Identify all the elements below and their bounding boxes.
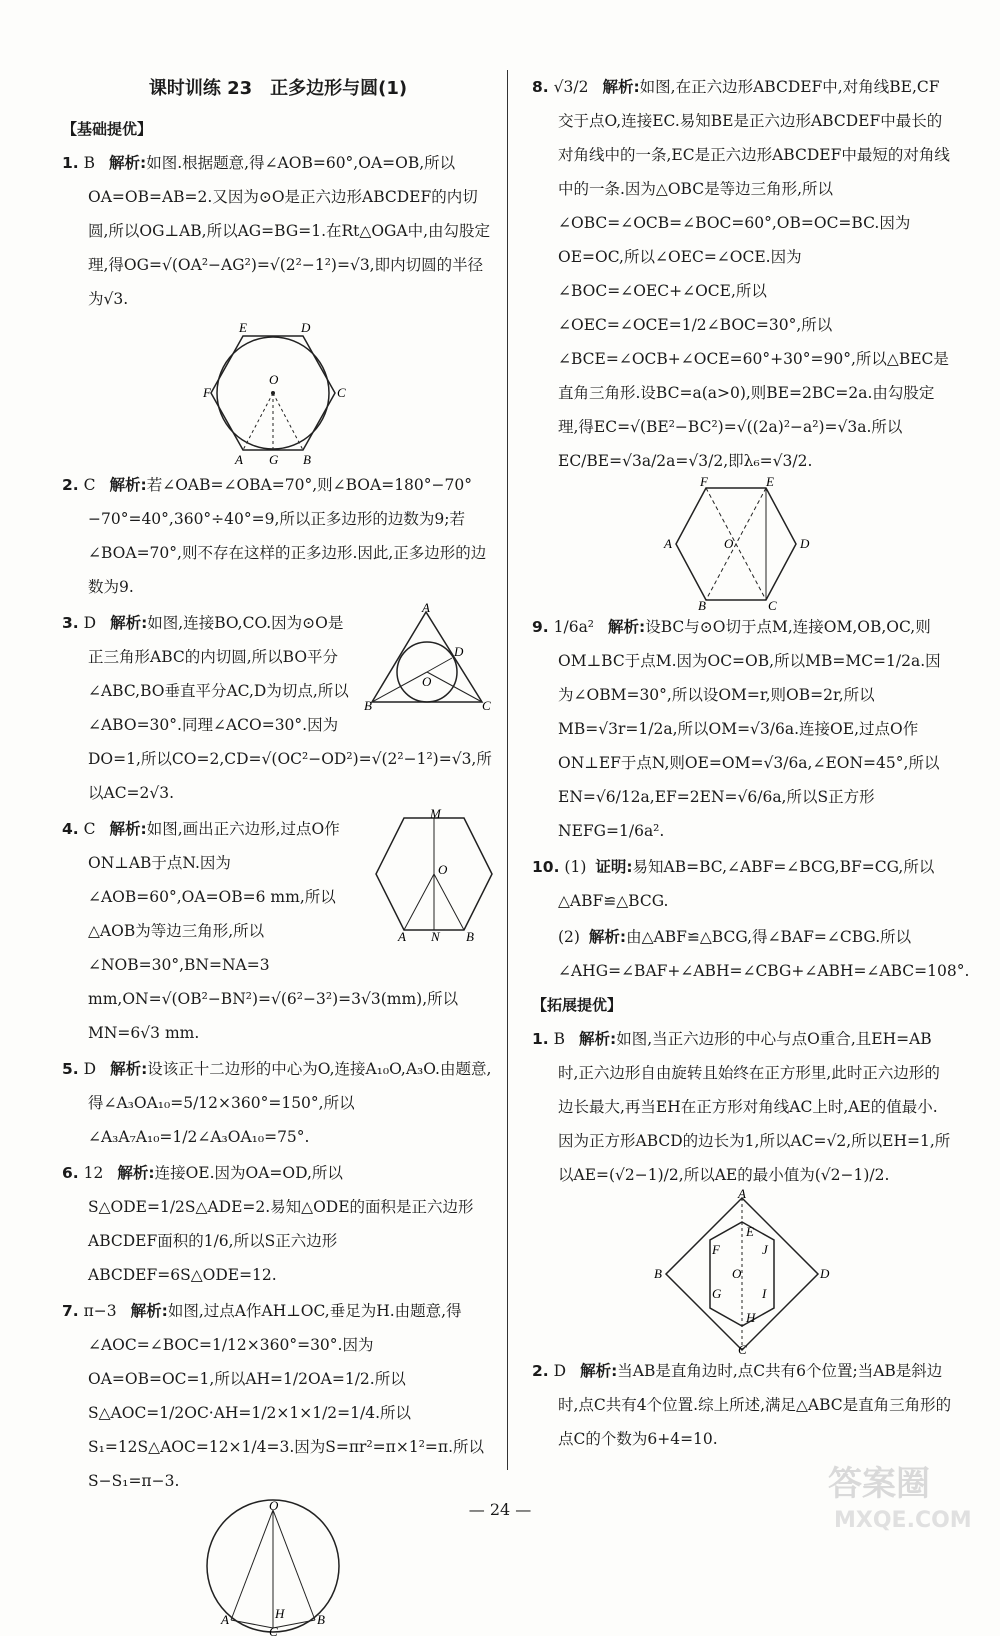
ext-item-1: 1. B 解析:如图,当正六边形的中心与点O重合,且EH=AB时,正六边形自由旋转且始终在正方形里,此时正六边形的边长最大,再当EH在正方形对角线AC上时,AE的值最小.因为正方形ABCD的边长为1,所以AC=√2,所以EH=1,所以AE=(√2−1)/2,所以AE的最小值为(√2−1)/2. [532, 1030, 951, 1184]
svg-text:H: H [746, 1310, 756, 1325]
item-5: 5. D 解析:设该正十二边形的中心为O,连接A₁₀O,A₃O.由题意,得∠A₃OA₁₀=5/12×360°=150°,所以∠A₃A₇A₁₀=1/2∠A₃OA₁₀=75°. [62, 1060, 492, 1146]
svg-text:C: C [768, 598, 777, 613]
item-1: 1. B 解析:如图.根据题意,得∠AOB=60°,OA=OB,所以OA=OB=AB=2.又因为⊙O是正六边形ABCDEF的内切圆,所以OG⊥AB,所以AG=BG=1.在Rt△OGA中,由勾股定理,得OG=√(OA²−AG²)=√(2²−1²)=√3,即内切圆的半径为√3. [62, 154, 491, 308]
item-1-text: 如图.根据题意,得∠AOB=60°,OA=OB,所以OA=OB=AB=2.又因为⊙O是正六边形ABCDEF的内切圆,所以OG⊥AB,所以AG=BG=1.在Rt△OGA中,由勾股定理,得OG=√(OA²−AG²)=√(2²−1²)=√3,即内切圆的半径为√3. [88, 154, 491, 308]
svg-text:B: B [466, 929, 474, 944]
item-9: 9. 1/6a² 解析:设BC与⊙O切于点M,连接OM,OB,OC,则OM⊥BC于点M.因为OC=OB,所以MB=MC=1/2a.因为∠OBM=30°,所以设OM=r,则OB=2r,所以MB=√3r=1/2a,所以OM=√3/6a.连接OE,过点O作ON⊥EF于点N,则OE=OM=√3/6a,∠EON=45°,所以EN=√6/12a,EF=2EN=√6/6a,所以S正方形NEFG=1/6a². [532, 618, 941, 840]
svg-text:D: D [820, 1266, 830, 1281]
svg-text:A: A [398, 929, 406, 944]
svg-text:H: H [275, 1606, 285, 1621]
svg-text:O: O [422, 674, 432, 689]
svg-text:D: D [454, 644, 464, 659]
svg-text:答案圈: 答案圈 [828, 1464, 930, 1504]
svg-text:G: G [269, 452, 279, 467]
svg-text:M: M [430, 806, 441, 821]
figure-square-hexagon [532, 1186, 952, 1357]
svg-text:E: E [766, 474, 774, 489]
svg-text:D: D [800, 536, 810, 551]
svg-text:J: J [762, 1242, 768, 1257]
item-4: 4. C 解析:如图,画出正六边形,过点O作ON⊥AB于点N.因为∠AOB=60°,OA=OB=6 mm,所以△AOB为等边三角形,所以∠NOB=30°,BN=NA=3 mm,ON=√(OB²−BN²)=√(6²−3²)=3√3(mm),所以MN=6√3 mm. [62, 820, 459, 1042]
svg-text:A: A [664, 536, 672, 551]
svg-text:A: A [221, 1612, 229, 1627]
item-2: 2. C 解析:若∠OAB=∠OBA=70°,则∠BOA=180°−70°−70°=40°,360°÷40°=9,所以正多边形的边数为9;若∠BOA=70°,则不存在这样的正多边形.因此,正多边形的边数为9. [62, 476, 487, 596]
svg-text:B: B [654, 1266, 662, 1281]
item-7: 7. π−3 解析:如图,过点A作AH⊥OC,垂足为H.由题意,得∠AOC=∠BOC=1/12×360°=30°.因为OA=OB=OC=1,所以AH=1/2OA=1/2.所以S△AOC=1/2OC·AH=1/2×1×1/2=1/4.所以S₁=12S△AOC=12×1/4=3.因为S=πr²=π×1²=π.所以S−S₁=π−3. [62, 1302, 485, 1490]
page-title: 课时训练 23 正多边形与圆(1) [148, 78, 408, 99]
svg-text:I: I [762, 1286, 767, 1301]
column-divider [507, 70, 508, 1470]
left-column [62, 112, 494, 1636]
svg-text:C: C [269, 1624, 278, 1636]
item-10-part1: 10. (1) 证明:易知AB=BC,∠ABF=∠BCG,BF=CG,所以△ABF≌△BCG. [532, 858, 935, 910]
svg-text:B: B [364, 698, 372, 713]
figure-triangle-incircle [364, 600, 494, 716]
svg-text:MXQE.COM: MXQE.COM [834, 1508, 972, 1533]
item-10-part2: (2) 解析:由△ABF≌△BCG,得∠BAF=∠CBG.所以∠AHG=∠BAF+∠ABH=∠CBG+∠ABH=∠ABC=108°. [558, 928, 970, 980]
page-number: — 24 — [468, 1500, 532, 1519]
svg-text:C: C [482, 698, 491, 713]
svg-text:C: C [337, 385, 346, 400]
svg-text:G: G [712, 1286, 722, 1301]
item-6: 6. 12 解析:连接OE.因为OA=OD,所以S△ODE=1/2S△ADE=2.易知△ODE的面积是正六边形ABCDEF面积的1/6,所以S正六边形ABCDEF=6S△ODE=12. [62, 1164, 474, 1284]
figure-hexagon-incircle [62, 318, 494, 468]
svg-text:O: O [724, 536, 734, 551]
svg-text:A: A [738, 1186, 746, 1201]
item-3: 3. D 解析:如图,连接BO,CO.因为⊙O是正三角形ABC的内切圆,所以BO平分∠ABC,BO垂直平分AC,D为切点,所以∠ABO=30°.同理∠ACO=30°.因为DO=1,所以CO=2,CD=√(OC²−OD²)=√(2²−1²)=√3,所以AC=2√3. [62, 614, 492, 802]
svg-text:O: O [269, 1498, 279, 1513]
svg-text:F: F [203, 385, 211, 400]
svg-text:E: E [746, 1224, 754, 1239]
svg-text:N: N [431, 929, 440, 944]
svg-text:A: A [235, 452, 243, 467]
figure-circle-sector [62, 1500, 494, 1636]
svg-text:O: O [269, 372, 279, 387]
item-8: 8. √3/2 解析:如图,在正六边形ABCDEF中,对角线BE,CF交于点O,连接EC.易知BE是正六边形ABCDEF中最长的对角线中的一条,EC是正六边形ABCDEF中最短的对角线中的一条.因为△OBC是等边三角形,所以∠OBC=∠OCB=∠BOC=60°,OB=OC=BC.因为OE=OC,所以∠OEC=∠OCE.因为∠BOC=∠OEC+∠OCE,所以∠OEC=∠OCE=1/2∠BOC=30°,所以∠BCE=∠OCB+∠OCE=60°+30°=90°,所以△BEC是直角三角形.设BC=a(a>0),则BE=2BC=2a.由勾股定理,得EC=√(BE²−BC²)=√((2a)²−a²)=√3a.所以EC/BE=√3a/2a=√3/2,即λ₆=√3/2. [532, 78, 950, 470]
svg-text:B: B [317, 1612, 325, 1627]
watermark-logo [820, 1455, 990, 1535]
section-extension: 【拓展提优】 [532, 996, 623, 1014]
svg-text:D: D [301, 320, 311, 335]
svg-text:O: O [438, 862, 448, 877]
figure-hexagon-diagonals [532, 474, 952, 613]
right-column [532, 70, 970, 1458]
svg-text:C: C [738, 1342, 747, 1357]
svg-text:B: B [698, 598, 706, 613]
svg-text:E: E [239, 320, 247, 335]
svg-text:O: O [732, 1266, 742, 1281]
svg-text:F: F [712, 1242, 720, 1257]
section-basic: 【基础提优】 [62, 120, 153, 138]
ext-item-2: 2. D 解析:当AB是直角边时,点C共有6个位置;当AB是斜边时,点C共有4个位置.综上所述,满足△ABC是直角三角形的点C的个数为6+4=10. [532, 1362, 952, 1448]
figure-hexagon-mn [374, 806, 494, 944]
svg-text:F: F [700, 474, 708, 489]
svg-text:A: A [422, 600, 430, 615]
svg-text:B: B [303, 452, 311, 467]
